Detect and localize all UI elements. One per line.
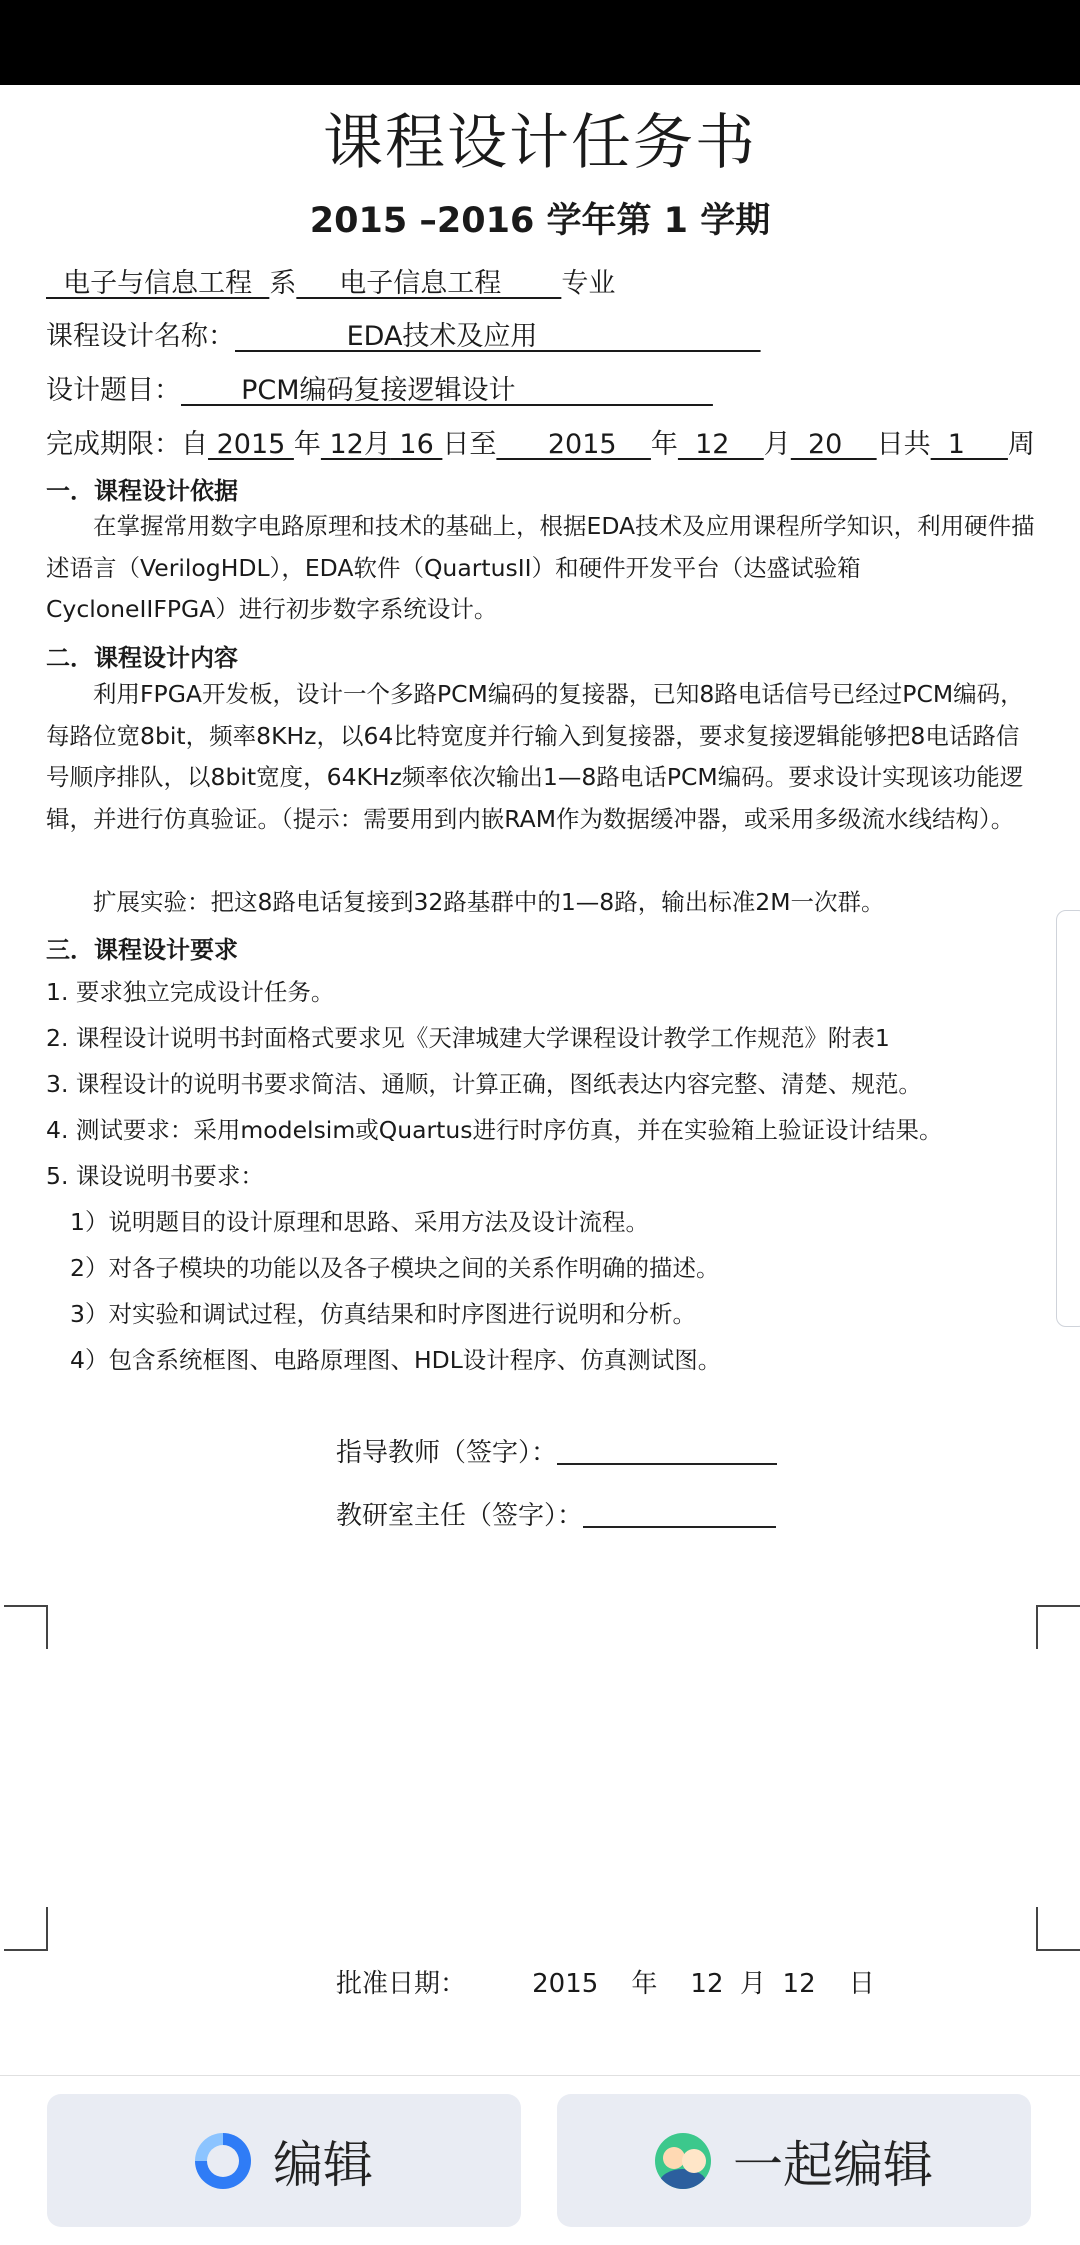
department-value: 电子与信息工程 <box>46 268 270 299</box>
day-total-label: 日共 <box>876 429 931 460</box>
document-page[interactable] <box>0 85 1080 2075</box>
weeks-value: 1 <box>930 429 1008 460</box>
section1-body: 在掌握常用数字电路原理和技术的基础上，根据EDA技术及应用课程所学知识，利用硬件描述语言（VerilogHDL），EDA软件（QuartusII）和硬件开发平台（达盛试验箱CycloneIIFPGA）进行初步数字系统设计。 <box>46 512 1035 623</box>
semester-line: 2015 –2016 学年第 1 学期 <box>309 201 771 241</box>
page-corner-mark <box>1036 1907 1080 1951</box>
collaborate-edit-label: 一起编辑 <box>733 2135 933 2194</box>
director-signature-blank <box>583 1526 776 1528</box>
department-line <box>46 261 615 300</box>
end-year: 2015 <box>496 429 651 460</box>
approval-label: 批准日期： <box>336 1969 467 1999</box>
collaborators-icon <box>655 2133 711 2189</box>
page-corner-mark <box>4 1907 48 1951</box>
topic-value: PCM编码复接逻辑设计 <box>181 375 713 406</box>
month-label: 月 <box>763 429 791 460</box>
start-day: 16 <box>390 429 443 460</box>
course-name-label: 课程设计名称： <box>46 321 235 352</box>
approval-date: 2015 年 12 月 12 日 <box>466 1969 875 1999</box>
teacher-signature-label: 指导教师（签字）： <box>336 1438 558 1468</box>
course-name-value: EDA技术及应用 <box>235 321 761 352</box>
year-label: 年 <box>293 429 321 460</box>
deadline-line <box>46 422 1035 461</box>
edit-button-label: 编辑 <box>273 2135 373 2194</box>
year-label-2: 年 <box>650 429 678 460</box>
section1-heading: 一．课程设计依据 <box>46 477 238 505</box>
edit-app-icon <box>195 2133 251 2189</box>
deadline-label: 完成期限：自 <box>46 429 208 460</box>
week-label: 周 <box>1007 429 1035 460</box>
section3-heading: 三．课程设计要求 <box>46 936 238 964</box>
course-name-line <box>46 314 761 353</box>
page-corner-mark <box>1036 1605 1080 1649</box>
approval-date-line <box>336 1963 875 2000</box>
requirement-item: 3. 课程设计的说明书要求简洁、通顺，计算正确，图纸表达内容完整、清楚、规范。 <box>46 1070 922 1098</box>
topic-line <box>46 368 713 407</box>
major-value: 电子信息工程 <box>296 268 562 299</box>
requirement-item: 2. 课程设计说明书封面格式要求见《天津城建大学课程设计教学工作规范》附表1 <box>46 1024 890 1052</box>
requirement-subitem: 3）对实验和调试过程，仿真结果和时序图进行说明和分析。 <box>70 1300 696 1328</box>
topic-label: 设计题目： <box>46 375 181 406</box>
scroll-handle[interactable] <box>1056 910 1080 1327</box>
section2-body: 利用FPGA开发板，设计一个多路PCM编码的复接器，已知8路电话信号已经过PCM编码，每路位宽8bit，频率8KHz，以64比特宽度并行输入到复接器，要求复接逻辑能够把8电话路信号顺序排队，以8bit宽度，64KHz频率依次输出1—8路电话PCM编码。要求设计实现该功能逻辑，并进行仿真验证。（提示：需要用到内嵌RAM作为数据缓冲器，或采用多级流水线结构）。 <box>46 680 1024 833</box>
start-year: 2015 <box>208 429 294 460</box>
edit-button[interactable] <box>47 2094 521 2227</box>
major-label: 专业 <box>561 268 616 299</box>
requirement-item: 5. 课设说明书要求： <box>46 1162 264 1190</box>
teacher-signature-line <box>336 1432 777 1469</box>
status-bar <box>0 0 1080 85</box>
bottom-action-bar <box>0 2075 1080 2245</box>
day-to-label: 日至 <box>442 429 497 460</box>
section2-extension: 扩展实验：把这8路电话复接到32路基群中的1—8路，输出标准2M一次群。 <box>93 888 885 916</box>
director-signature-label: 教研室主任（签字）： <box>336 1501 584 1531</box>
director-signature-line <box>336 1495 776 1532</box>
teacher-signature-blank <box>557 1463 777 1465</box>
section2-heading: 二．课程设计内容 <box>46 644 238 672</box>
document-title: 课程设计任务书 <box>323 108 757 178</box>
collaborate-edit-button[interactable] <box>557 2094 1031 2227</box>
page-corner-mark <box>4 1605 48 1649</box>
requirement-item: 1. 要求独立完成设计任务。 <box>46 978 335 1006</box>
end-month: 12 <box>677 429 764 460</box>
department-label: 系 <box>269 268 297 299</box>
requirement-subitem: 2）对各子模块的功能以及各子模块之间的关系作明确的描述。 <box>70 1254 720 1282</box>
requirement-item: 4. 测试要求：采用modelsim或Quartus进行时序仿真，并在实验箱上验证设计结果。 <box>46 1116 943 1144</box>
end-day: 20 <box>790 429 877 460</box>
start-month: 12月 <box>320 429 391 460</box>
requirement-subitem: 1）说明题目的设计原理和思路、采用方法及设计流程。 <box>70 1208 649 1236</box>
requirement-subitem: 4）包含系统框图、电路原理图、HDL设计程序、仿真测试图。 <box>70 1346 722 1374</box>
